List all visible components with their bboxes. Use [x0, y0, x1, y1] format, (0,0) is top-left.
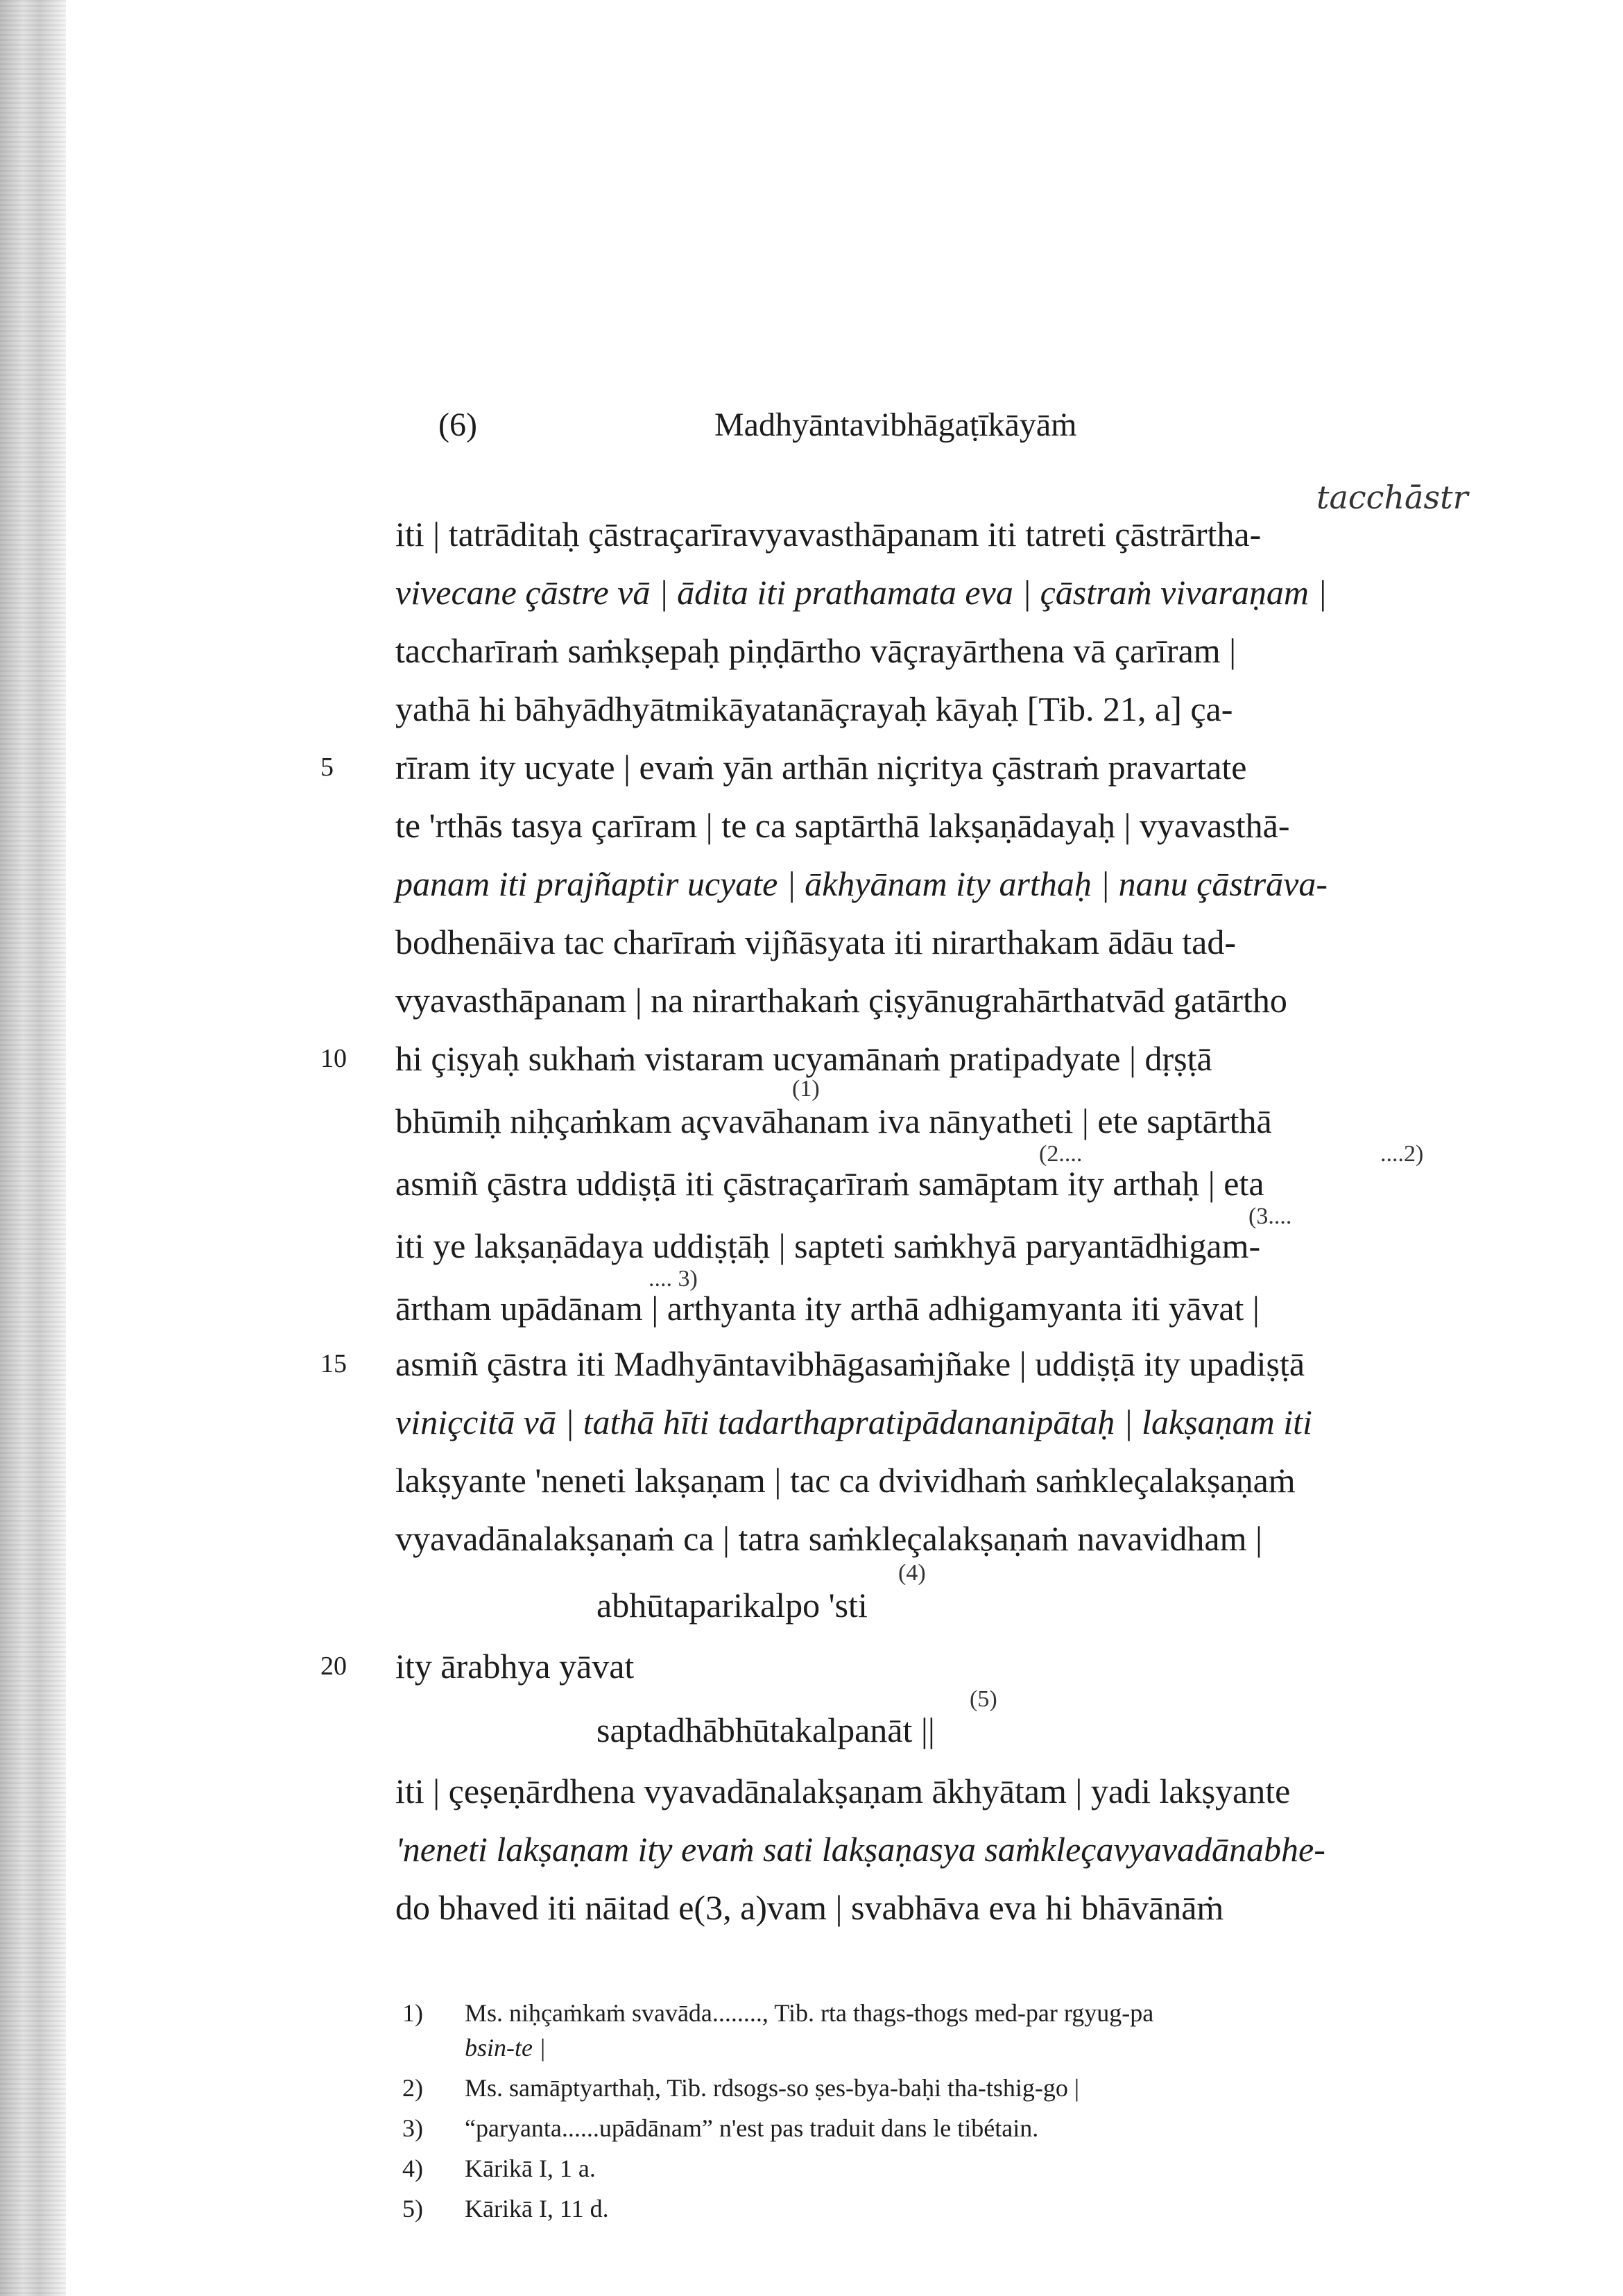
footnote-number: 3): [402, 2114, 423, 2142]
text-line: ity ārabhya yāvat: [395, 1647, 635, 1686]
footnote-text: Ms. niḥçaṁkaṁ svavāda........, Tib. rta thags-thogs med-par rgyug-pa: [465, 1999, 1154, 2027]
line-number: 20: [320, 1652, 347, 1681]
text-line: bodhenāiva tac charīraṁ vijñāsyata iti nirarthakam ādāu tad-: [395, 923, 1236, 961]
footnote-text: “paryanta......upādānam” n'est pas traduit dans le tibétain.: [465, 2114, 1039, 2142]
footnote-text: Ms. samāptyarthaḥ, Tib. rdsogs-so ṣes-bya-baḥi tha-tshig-go |: [465, 2074, 1080, 2102]
footnote-text: Kārikā I, 1 a.: [465, 2154, 596, 2182]
text-line: iti ye lakṣaṇādaya uddiṣṭāḥ | sapteti saṁkhyā paryantādhigam-: [395, 1226, 1261, 1265]
note-marker: (4): [898, 1560, 926, 1586]
note-marker: ....2): [1380, 1141, 1424, 1167]
page-number: (6): [438, 406, 477, 443]
note-marker: (1): [792, 1076, 820, 1102]
note-marker: .... 3): [649, 1266, 698, 1292]
text-line: iti | tatrāditaḥ çāstraçarīravyavasthāpanam iti tatreti çāstrārtha-: [395, 515, 1262, 554]
footnote-text: Kārikā I, 11 d.: [465, 2195, 609, 2222]
text-line: te 'rthās tasya çarīram | te ca saptārthā lakṣaṇādayaḥ | vyavasthā-: [395, 806, 1290, 845]
handwritten-annotation: tacchāstr: [1316, 479, 1468, 516]
footnote: [402, 2070, 1498, 2106]
note-marker: (3....: [1248, 1203, 1292, 1229]
text-line: yathā hi bāhyādhyātmikāyatanāçrayaḥ kāyaḥ [Tib. 21, a] ça-: [395, 689, 1233, 728]
scan-spine-shadow: [0, 0, 66, 2296]
running-title: Madhyāntavibhāgaṭīkāyāṁ: [714, 406, 1077, 443]
text-line: lakṣyante 'neneti lakṣaṇam | tac ca dvividhaṁ saṁkleçalakṣaṇaṁ: [395, 1461, 1296, 1500]
text-line: vyavasthāpanam | na nirarthakaṁ çiṣyānugrahārthatvād gatārtho: [395, 981, 1287, 1020]
text-line: rīram ity ucyate | evaṁ yān arthān niçritya çāstraṁ pravartate: [395, 748, 1247, 787]
text-line: bhūmiḥ niḥçaṁkam açvavāhanam iva nānyatheti | ete saptārthā: [395, 1102, 1272, 1140]
note-marker: (5): [970, 1686, 997, 1712]
text-line: panam iti prajñaptir ucyate | ākhyānam ity arthaḥ | nanu çāstrāva-: [395, 864, 1328, 903]
karika-line: abhūtaparikalpo 'sti: [596, 1586, 868, 1625]
text-line: vyavadānalakṣaṇaṁ ca | tatra saṁkleçalakṣaṇaṁ navavidham |: [395, 1519, 1262, 1558]
line-number: 5: [320, 753, 334, 782]
text-line: hi çiṣyaḥ sukhaṁ vistaram ucyamānaṁ pratipadyate | dṛṣṭā: [395, 1039, 1212, 1078]
text-line: iti | çeṣeṇārdhena vyavadānalakṣaṇam ākhyātam | yadi lakṣyante: [395, 1772, 1291, 1810]
text-line: do bhaved iti nāitad e(3, a)vam | svabhāva eva hi bhāvānāṁ: [395, 1888, 1224, 1927]
footnote-number: 1): [402, 1999, 423, 2027]
karika-line: saptadhābhūtakalpanāt ||: [596, 1711, 935, 1749]
text-line: asmiñ çāstra uddiṣṭā iti çāstraçarīraṁ samāptam ity arthaḥ | eta: [395, 1164, 1264, 1203]
line-number: 15: [320, 1349, 347, 1378]
footnote: [402, 2110, 1498, 2146]
footnote-number: 5): [402, 2195, 423, 2222]
footnote-number: 4): [402, 2154, 423, 2182]
text-line: viniçcitā vā | tathā hīti tadarthapratipādananipātaḥ | lakṣaṇam iti: [395, 1403, 1312, 1441]
text-line: 'neneti lakṣaṇam ity evaṁ sati lakṣaṇasya saṁkleçavyavadānabhe-: [395, 1830, 1325, 1869]
text-line: asmiñ çāstra iti Madhyāntavibhāgasaṁjñake | uddiṣṭā ity upadiṣṭā: [395, 1344, 1305, 1383]
text-line: taccharīraṁ saṁkṣepaḥ piṇḍārtho vāçrayārthena vā çarīram |: [395, 631, 1237, 670]
footnote-text: bsin-te |: [465, 2034, 546, 2062]
note-marker: (2....: [1039, 1141, 1083, 1167]
footnote: [402, 2191, 1498, 2227]
footnote: [402, 2150, 1498, 2186]
line-number: 10: [320, 1044, 347, 1073]
text-line: ārtham upādānam | arthyanta ity arthā adhigamyanta iti yāvat |: [395, 1289, 1260, 1328]
text-line: vivecane çāstre vā | ādita iti prathamata eva | çāstraṁ vivaraṇam |: [395, 573, 1328, 612]
footnote: [402, 1995, 1498, 2031]
footnote: [402, 2030, 1498, 2066]
footnote-number: 2): [402, 2074, 423, 2102]
